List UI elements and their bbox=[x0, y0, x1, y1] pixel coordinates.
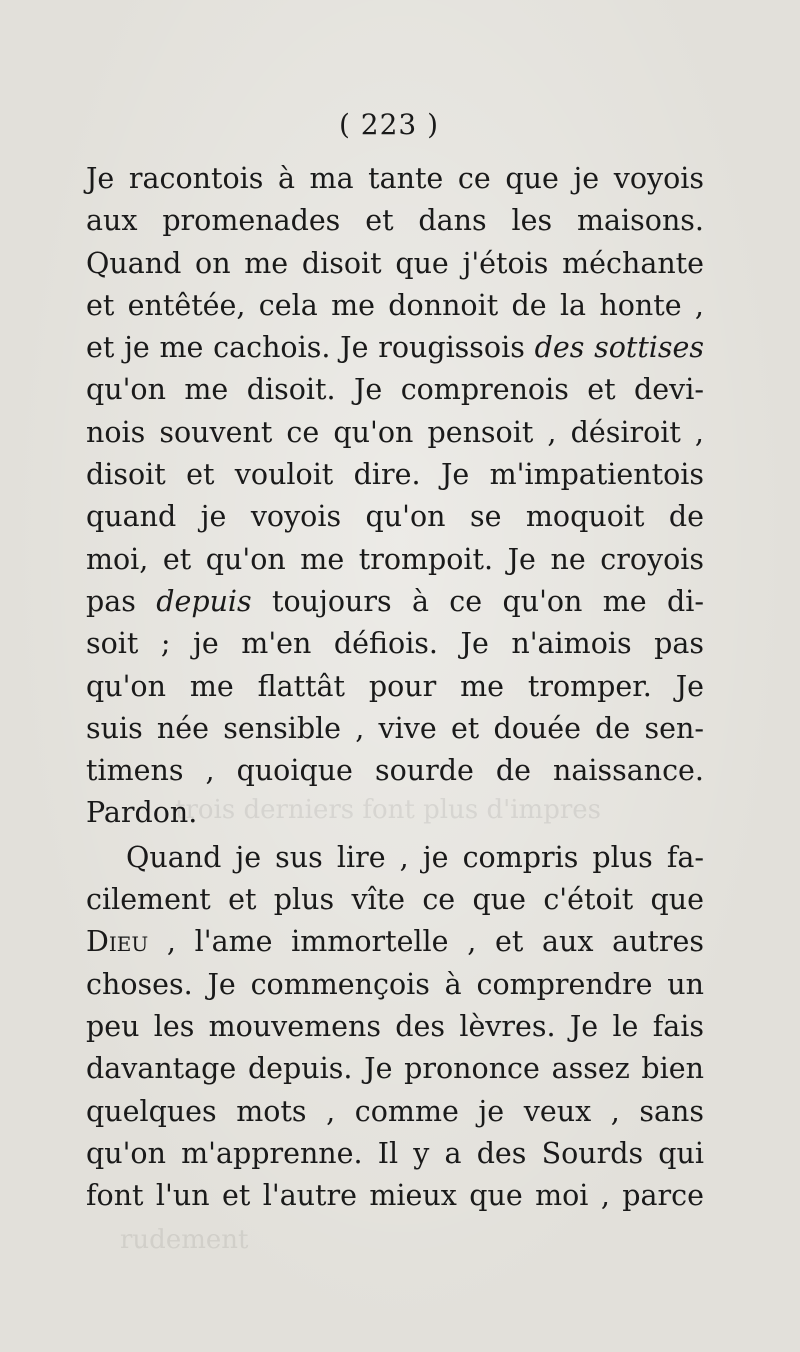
text-line bbox=[86, 581, 704, 623]
line-text: timens , quoique sourde de naissance. bbox=[86, 754, 704, 788]
bleed-through-text: trois derniers font plus d'impres bbox=[175, 795, 602, 825]
line-text: quand je voyois qu'on se moquoit de bbox=[86, 500, 704, 534]
text-line bbox=[86, 708, 704, 750]
line-text: qu'on me disoit. Je comprenois et devi- bbox=[86, 373, 704, 407]
line-text: , l'ame immortelle , et aux autres bbox=[148, 925, 704, 959]
line-text: nois souvent ce qu'on pensoit , désiroit , bbox=[86, 415, 704, 449]
text-line bbox=[86, 496, 704, 538]
line-text: Pardon. bbox=[86, 796, 198, 830]
page-number: ( 223 ) bbox=[338, 108, 440, 141]
text-line bbox=[86, 964, 704, 1006]
text-line bbox=[86, 412, 704, 454]
line-text: aux promenades et dans les maisons. bbox=[86, 204, 704, 238]
text-line bbox=[86, 792, 704, 834]
text-line bbox=[86, 285, 704, 327]
text-line bbox=[86, 200, 704, 242]
text-line bbox=[86, 243, 704, 285]
line-text: cilement et plus vîte ce que c'étoit que bbox=[86, 883, 704, 917]
line-text: et je me cachois. Je rougissois bbox=[86, 331, 535, 365]
small-caps-text: Dieu bbox=[86, 925, 149, 959]
text-line bbox=[86, 1006, 704, 1048]
text-line bbox=[86, 879, 704, 921]
line-text: quelques mots , comme je veux , sans bbox=[86, 1094, 704, 1128]
text-line bbox=[86, 666, 704, 708]
text-line bbox=[86, 837, 704, 879]
text-line bbox=[86, 623, 704, 665]
line-text: moi, et qu'on me trompoit. Je ne croyois bbox=[86, 542, 704, 576]
text-line bbox=[86, 750, 704, 792]
line-text: qu'on me flattât pour me tromper. Je bbox=[86, 669, 704, 703]
text-line bbox=[86, 1133, 704, 1175]
line-text: Je racontois à ma tante ce que je voyois bbox=[86, 162, 704, 195]
line-text: et entêtée, cela me donnoit de la honte , bbox=[86, 288, 704, 322]
line-text: soit ; je m'en défiois. Je n'aimois pas bbox=[86, 627, 704, 661]
line-text: choses. Je commençois à comprendre un bbox=[86, 967, 704, 1001]
line-text: davantage depuis. Je prononce assez bien bbox=[86, 1052, 704, 1086]
text-line bbox=[86, 158, 704, 200]
text-line bbox=[86, 921, 704, 963]
line-text: toujours à ce qu'on me di- bbox=[251, 584, 704, 618]
text-line bbox=[86, 1175, 704, 1217]
text-line bbox=[86, 1091, 704, 1133]
line-text: pas bbox=[86, 584, 157, 618]
text-line bbox=[86, 539, 704, 581]
line-text: peu les mouvemens des lèvres. Je le fais bbox=[86, 1009, 704, 1043]
text-line bbox=[86, 454, 704, 496]
text-line bbox=[86, 1048, 704, 1090]
paragraph-2 bbox=[86, 837, 704, 1218]
line-text: disoit et vouloit dire. Je m'impatientois bbox=[86, 458, 704, 492]
italic-text: des sottises bbox=[534, 331, 705, 365]
line-text: suis née sensible , vive et douée de sen- bbox=[86, 711, 704, 745]
text-line bbox=[86, 327, 704, 369]
italic-text: depuis bbox=[156, 584, 252, 618]
bleed-through-text: rudement bbox=[120, 1225, 249, 1255]
body-text bbox=[86, 158, 704, 1217]
paragraph-1 bbox=[86, 158, 704, 835]
text-line bbox=[86, 369, 704, 411]
line-text: Quand on me disoit que j'étois méchante bbox=[86, 246, 704, 280]
line-text: font l'un et l'autre mieux que moi , parce bbox=[86, 1179, 704, 1213]
line-text: qu'on m'apprenne. Il y a des Sourds qui bbox=[86, 1136, 704, 1170]
line-text: Quand je sus lire , je compris plus fa- bbox=[126, 840, 704, 874]
